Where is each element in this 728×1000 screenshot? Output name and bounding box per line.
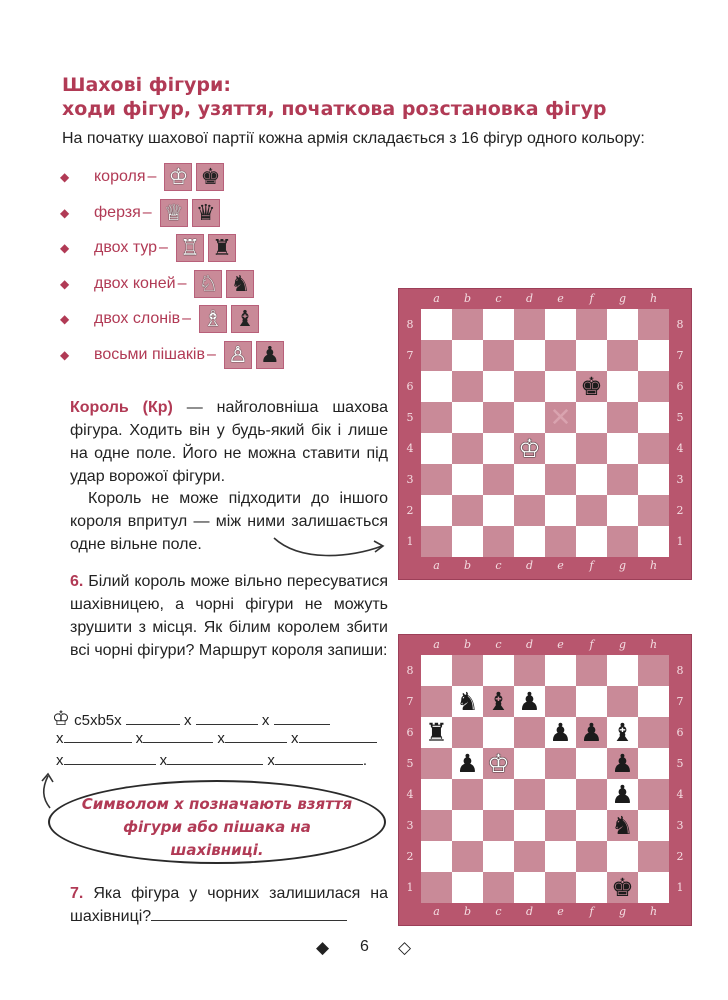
square-a8 <box>421 309 452 340</box>
square-f7 <box>576 686 607 717</box>
rank-label: 5 <box>406 411 414 424</box>
bullet-diamond-icon: ◆ <box>60 276 70 291</box>
square-e3 <box>545 810 576 841</box>
chess-piece-icon: ♜ <box>425 718 448 747</box>
rank-label: 6 <box>676 380 684 393</box>
rank-label: 2 <box>406 504 414 517</box>
square-e2 <box>545 495 576 526</box>
dash: – <box>182 310 192 327</box>
chess-piece-icon: ♚ <box>611 873 634 902</box>
chess-piece-icon: ♟ <box>456 749 479 778</box>
square-e8 <box>545 309 576 340</box>
square-d5 <box>514 748 545 779</box>
square-h5 <box>638 748 669 779</box>
square-e7 <box>545 686 576 717</box>
chess-piece-icon: ♚ <box>580 372 603 401</box>
square-e6 <box>545 371 576 402</box>
square-h6 <box>638 371 669 402</box>
file-label: e <box>557 559 564 572</box>
answer-blank[interactable] <box>126 710 180 725</box>
square-b1 <box>452 872 483 903</box>
chess-piece-icon: ♟ <box>580 718 603 747</box>
square-d1 <box>514 526 545 557</box>
task-6-body: Білий король може вільно пересуватися шахівницею, а чорні фігури не можуть зрушити з місця. Як білим королем збити всі чорні фігури? Маршрут короля запиши: <box>70 573 388 659</box>
rank-label: 3 <box>676 819 684 832</box>
square-a7 <box>421 340 452 371</box>
dash: – <box>159 239 168 256</box>
rank-label: 6 <box>406 380 414 393</box>
rank-label: 1 <box>676 535 684 548</box>
square-h3 <box>638 810 669 841</box>
square-g1 <box>607 526 638 557</box>
file-label: d <box>525 559 534 572</box>
square-e4 <box>545 433 576 464</box>
square-f3 <box>576 810 607 841</box>
square-c8 <box>483 655 514 686</box>
chess-piece-icon: ♔ <box>518 434 541 463</box>
white-piece-icon: ♙ <box>224 341 252 369</box>
square-f1 <box>576 526 607 557</box>
square-f8 <box>576 655 607 686</box>
chess-piece-icon: ♝ <box>487 687 510 716</box>
square-f4 <box>576 779 607 810</box>
capture-x: x <box>56 752 64 769</box>
square-f2 <box>576 495 607 526</box>
square-b2 <box>452 841 483 872</box>
square-c3 <box>483 464 514 495</box>
chess-piece-icon: ♟ <box>611 749 634 778</box>
king-paragraph-2: Король не може підходити до іншого короля впритул — між ними залишається одне вільне поле. <box>70 490 388 553</box>
rank-label: 1 <box>406 535 414 548</box>
square-d6 <box>514 371 545 402</box>
capture-x: x <box>217 730 225 747</box>
square-h4 <box>638 779 669 810</box>
square-f8 <box>576 309 607 340</box>
square-b4 <box>452 433 483 464</box>
file-label: d <box>525 638 534 651</box>
square-c6 <box>483 717 514 748</box>
square-a7 <box>421 686 452 717</box>
file-label: f <box>589 638 594 651</box>
square-d7 <box>514 340 545 371</box>
king-term: Король (Кр) <box>70 399 173 416</box>
square-h7 <box>638 686 669 717</box>
file-label: d <box>525 905 534 918</box>
square-a2 <box>421 495 452 526</box>
square-g8 <box>607 655 638 686</box>
capture-x: x <box>159 752 168 769</box>
outline-diamond-icon: ◇ <box>398 938 412 957</box>
square-h1 <box>638 872 669 903</box>
square-a1 <box>421 526 452 557</box>
square-b6 <box>452 371 483 402</box>
file-label: b <box>463 638 472 651</box>
piece-list-item <box>60 271 254 297</box>
rank-label: 8 <box>406 664 414 677</box>
square-e3 <box>545 464 576 495</box>
square-a3 <box>421 810 452 841</box>
answer-blank[interactable] <box>299 728 377 743</box>
answer-blank[interactable] <box>64 728 132 743</box>
square-c6 <box>483 371 514 402</box>
king-text-1: — найголовніша шахова фігура. Ходить він у будь-який бік і лише на одне поле. Його не можна ставити під удар ворожої фігури. <box>70 399 389 485</box>
title-line-2: ходи фігур, узяття, початкова розстановка фігур <box>62 98 607 120</box>
square-b5 <box>452 402 483 433</box>
file-label: c <box>495 292 502 305</box>
piece-label: короля <box>94 168 146 185</box>
file-label: b <box>463 905 472 918</box>
square-c1 <box>483 526 514 557</box>
capture-x: x <box>267 752 275 769</box>
dash: – <box>206 345 216 363</box>
forbidden-square-icon: ✕ <box>549 402 572 433</box>
square-f5 <box>576 748 607 779</box>
bubble-arrow-icon <box>38 772 58 812</box>
rank-label: 5 <box>676 757 684 770</box>
square-c3 <box>483 810 514 841</box>
answer-blank[interactable] <box>196 710 258 725</box>
piece-list-item <box>60 235 236 261</box>
route-start: c5xb5x <box>74 712 122 729</box>
chessboard-2 <box>398 634 692 926</box>
rank-label: 7 <box>676 695 684 708</box>
note-bubble-text: Символом х позначають взяття фігури або пішака на шахівниці. <box>81 795 353 859</box>
page-footer <box>0 936 728 960</box>
square-f3 <box>576 464 607 495</box>
square-f7 <box>576 340 607 371</box>
square-h2 <box>638 495 669 526</box>
answer-blank[interactable] <box>143 728 213 743</box>
square-b3 <box>452 810 483 841</box>
chess-piece-icon: ♝ <box>611 718 634 747</box>
file-label: h <box>649 638 658 651</box>
square-h8 <box>638 309 669 340</box>
square-b8 <box>452 655 483 686</box>
file-label: a <box>433 638 440 651</box>
task-7-body: Яка фігура у чорних залишилася на шахівниці? <box>70 885 388 925</box>
piece-list-item <box>60 342 284 368</box>
square-c8 <box>483 309 514 340</box>
black-piece-icon: ♞ <box>226 270 254 298</box>
black-piece-icon: ♝ <box>231 305 259 333</box>
file-label: e <box>557 905 564 918</box>
square-a4 <box>421 779 452 810</box>
rank-label: 7 <box>676 349 684 362</box>
piece-list-item <box>60 164 224 190</box>
file-label: a <box>433 292 440 305</box>
square-b4 <box>452 779 483 810</box>
dash: – <box>147 168 157 185</box>
file-label: f <box>589 292 594 305</box>
square-a6 <box>421 371 452 402</box>
file-label: g <box>618 559 627 572</box>
square-a4 <box>421 433 452 464</box>
black-piece-icon: ♟ <box>256 341 284 369</box>
square-e7 <box>545 340 576 371</box>
square-e8 <box>545 655 576 686</box>
file-label: e <box>557 292 564 305</box>
king-paragraph <box>70 396 388 488</box>
square-h1 <box>638 526 669 557</box>
rank-label: 8 <box>676 664 684 677</box>
rank-label: 2 <box>676 504 684 517</box>
square-d2 <box>514 841 545 872</box>
square-g2 <box>607 495 638 526</box>
answer-line-3 <box>56 750 367 769</box>
square-b7 <box>452 340 483 371</box>
capture-x: x <box>56 730 64 747</box>
rank-label: 4 <box>676 788 684 801</box>
square-b3 <box>452 464 483 495</box>
square-c7 <box>483 340 514 371</box>
square-h4 <box>638 433 669 464</box>
piece-label: двох слонів <box>94 310 181 327</box>
piece-list-item <box>60 200 220 226</box>
file-label: h <box>649 559 658 572</box>
square-c1 <box>483 872 514 903</box>
file-label: c <box>495 638 502 651</box>
white-piece-icon: ♕ <box>160 199 188 227</box>
answer-blank[interactable] <box>274 710 330 725</box>
square-b8 <box>452 309 483 340</box>
square-d4 <box>514 779 545 810</box>
file-label: d <box>525 292 534 305</box>
rank-label: 4 <box>676 442 684 455</box>
file-label: h <box>649 905 658 918</box>
rank-label: 8 <box>676 318 684 331</box>
capture-x: x <box>291 730 299 747</box>
square-a3 <box>421 464 452 495</box>
file-label: f <box>589 559 594 572</box>
square-e2 <box>545 841 576 872</box>
square-g3 <box>607 464 638 495</box>
rank-label: 8 <box>406 318 414 331</box>
square-g7 <box>607 340 638 371</box>
chessboard-1 <box>398 288 692 580</box>
piece-list-item <box>60 306 259 332</box>
square-b6 <box>452 717 483 748</box>
white-piece-icon: ♗ <box>199 305 227 333</box>
task-7-number: 7. <box>70 885 84 902</box>
chess-piece-icon: ♔ <box>487 749 510 778</box>
black-piece-icon: ♛ <box>192 199 220 227</box>
file-label: b <box>463 292 472 305</box>
piece-label: двох тур <box>94 239 158 256</box>
white-piece-icon: ♘ <box>194 270 222 298</box>
square-g4 <box>607 433 638 464</box>
bullet-diamond-icon: ◆ <box>60 312 70 326</box>
square-c5 <box>483 402 514 433</box>
file-label: f <box>589 905 594 918</box>
square-f4 <box>576 433 607 464</box>
square-d2 <box>514 495 545 526</box>
rank-label: 7 <box>406 349 414 362</box>
file-label: b <box>463 559 472 572</box>
square-h5 <box>638 402 669 433</box>
capture-x: x <box>261 712 270 729</box>
answer-blank[interactable] <box>225 728 287 743</box>
square-a1 <box>421 872 452 903</box>
bullet-diamond-icon: ◆ <box>60 347 70 362</box>
chess-piece-icon: ♟ <box>611 780 634 809</box>
rank-label: 5 <box>676 411 684 424</box>
square-e1 <box>545 526 576 557</box>
white-piece-icon: ♖ <box>176 234 204 262</box>
file-label: g <box>618 292 627 305</box>
end-dot: . <box>362 752 368 769</box>
square-g2 <box>607 841 638 872</box>
page-number: 6 <box>360 938 369 955</box>
answer-blank[interactable] <box>167 750 263 765</box>
square-g8 <box>607 309 638 340</box>
square-e4 <box>545 779 576 810</box>
file-label: g <box>618 638 627 651</box>
square-e1 <box>545 872 576 903</box>
capture-x: x <box>135 730 144 747</box>
square-h3 <box>638 464 669 495</box>
square-f5 <box>576 402 607 433</box>
file-label: c <box>495 559 502 572</box>
rank-label: 4 <box>406 788 414 801</box>
pointer-arrow-icon <box>270 528 390 564</box>
rank-label: 3 <box>406 473 414 486</box>
file-label: h <box>649 292 658 305</box>
square-g5 <box>607 402 638 433</box>
answer-line-2 <box>56 728 377 747</box>
rank-label: 2 <box>406 850 414 863</box>
task-6-text <box>70 570 388 662</box>
piece-label: ферзя <box>94 203 141 221</box>
rank-label: 1 <box>406 881 414 894</box>
square-d3 <box>514 464 545 495</box>
file-label: a <box>433 905 440 918</box>
dash: – <box>142 203 152 221</box>
piece-label: двох коней <box>94 274 176 292</box>
square-g7 <box>607 686 638 717</box>
square-c4 <box>483 779 514 810</box>
square-d8 <box>514 309 545 340</box>
task-7-text <box>70 882 388 928</box>
rank-label: 5 <box>406 757 414 770</box>
black-piece-icon: ♜ <box>208 234 236 262</box>
chess-piece-icon: ♟ <box>549 718 572 747</box>
title-line-1: Шахові фігури: <box>62 74 231 96</box>
square-d8 <box>514 655 545 686</box>
bullet-diamond-icon: ◆ <box>60 241 70 255</box>
square-a5 <box>421 402 452 433</box>
square-d5 <box>514 402 545 433</box>
answer-blank[interactable] <box>275 750 363 765</box>
bullet-diamond-icon: ◆ <box>60 170 70 184</box>
piece-label: восьми пішаків <box>94 345 205 363</box>
task-7-answer-blank[interactable] <box>151 906 347 921</box>
task-6-number: 6. <box>70 573 84 590</box>
square-h2 <box>638 841 669 872</box>
white-piece-icon: ♔ <box>164 163 192 191</box>
answer-blank[interactable] <box>64 750 156 765</box>
rank-label: 7 <box>406 695 414 708</box>
intro-text: На початку шахової партії кожна армія складається з 16 фігур одного кольору: <box>62 130 645 147</box>
rank-label: 1 <box>676 881 684 894</box>
square-h6 <box>638 717 669 748</box>
white-king-icon: ♔ <box>52 708 70 730</box>
square-d1 <box>514 872 545 903</box>
square-a5 <box>421 748 452 779</box>
capture-x: x <box>183 712 192 729</box>
square-c2 <box>483 495 514 526</box>
rank-label: 6 <box>676 726 684 739</box>
square-d6 <box>514 717 545 748</box>
square-b1 <box>452 526 483 557</box>
chess-piece-icon: ♟ <box>518 687 541 716</box>
square-f1 <box>576 872 607 903</box>
file-label: e <box>557 638 564 651</box>
square-g6 <box>607 371 638 402</box>
file-label: a <box>433 559 440 572</box>
square-c4 <box>483 433 514 464</box>
square-h7 <box>638 340 669 371</box>
bullet-diamond-icon: ◆ <box>60 205 70 220</box>
square-b2 <box>452 495 483 526</box>
rank-label: 3 <box>406 819 414 832</box>
square-a2 <box>421 841 452 872</box>
square-d3 <box>514 810 545 841</box>
file-label: g <box>618 905 627 918</box>
square-a8 <box>421 655 452 686</box>
rank-label: 3 <box>676 473 684 486</box>
rank-label: 6 <box>406 726 414 739</box>
rank-label: 4 <box>406 442 414 455</box>
file-label: c <box>495 905 502 918</box>
black-piece-icon: ♚ <box>196 163 224 191</box>
chess-piece-icon: ♞ <box>456 687 479 716</box>
square-f2 <box>576 841 607 872</box>
square-e5 <box>545 748 576 779</box>
square-h8 <box>638 655 669 686</box>
square-c2 <box>483 841 514 872</box>
chess-piece-icon: ♞ <box>611 811 634 840</box>
dash: – <box>177 274 187 292</box>
rank-label: 2 <box>676 850 684 863</box>
filled-diamond-icon: ◆ <box>316 938 330 957</box>
